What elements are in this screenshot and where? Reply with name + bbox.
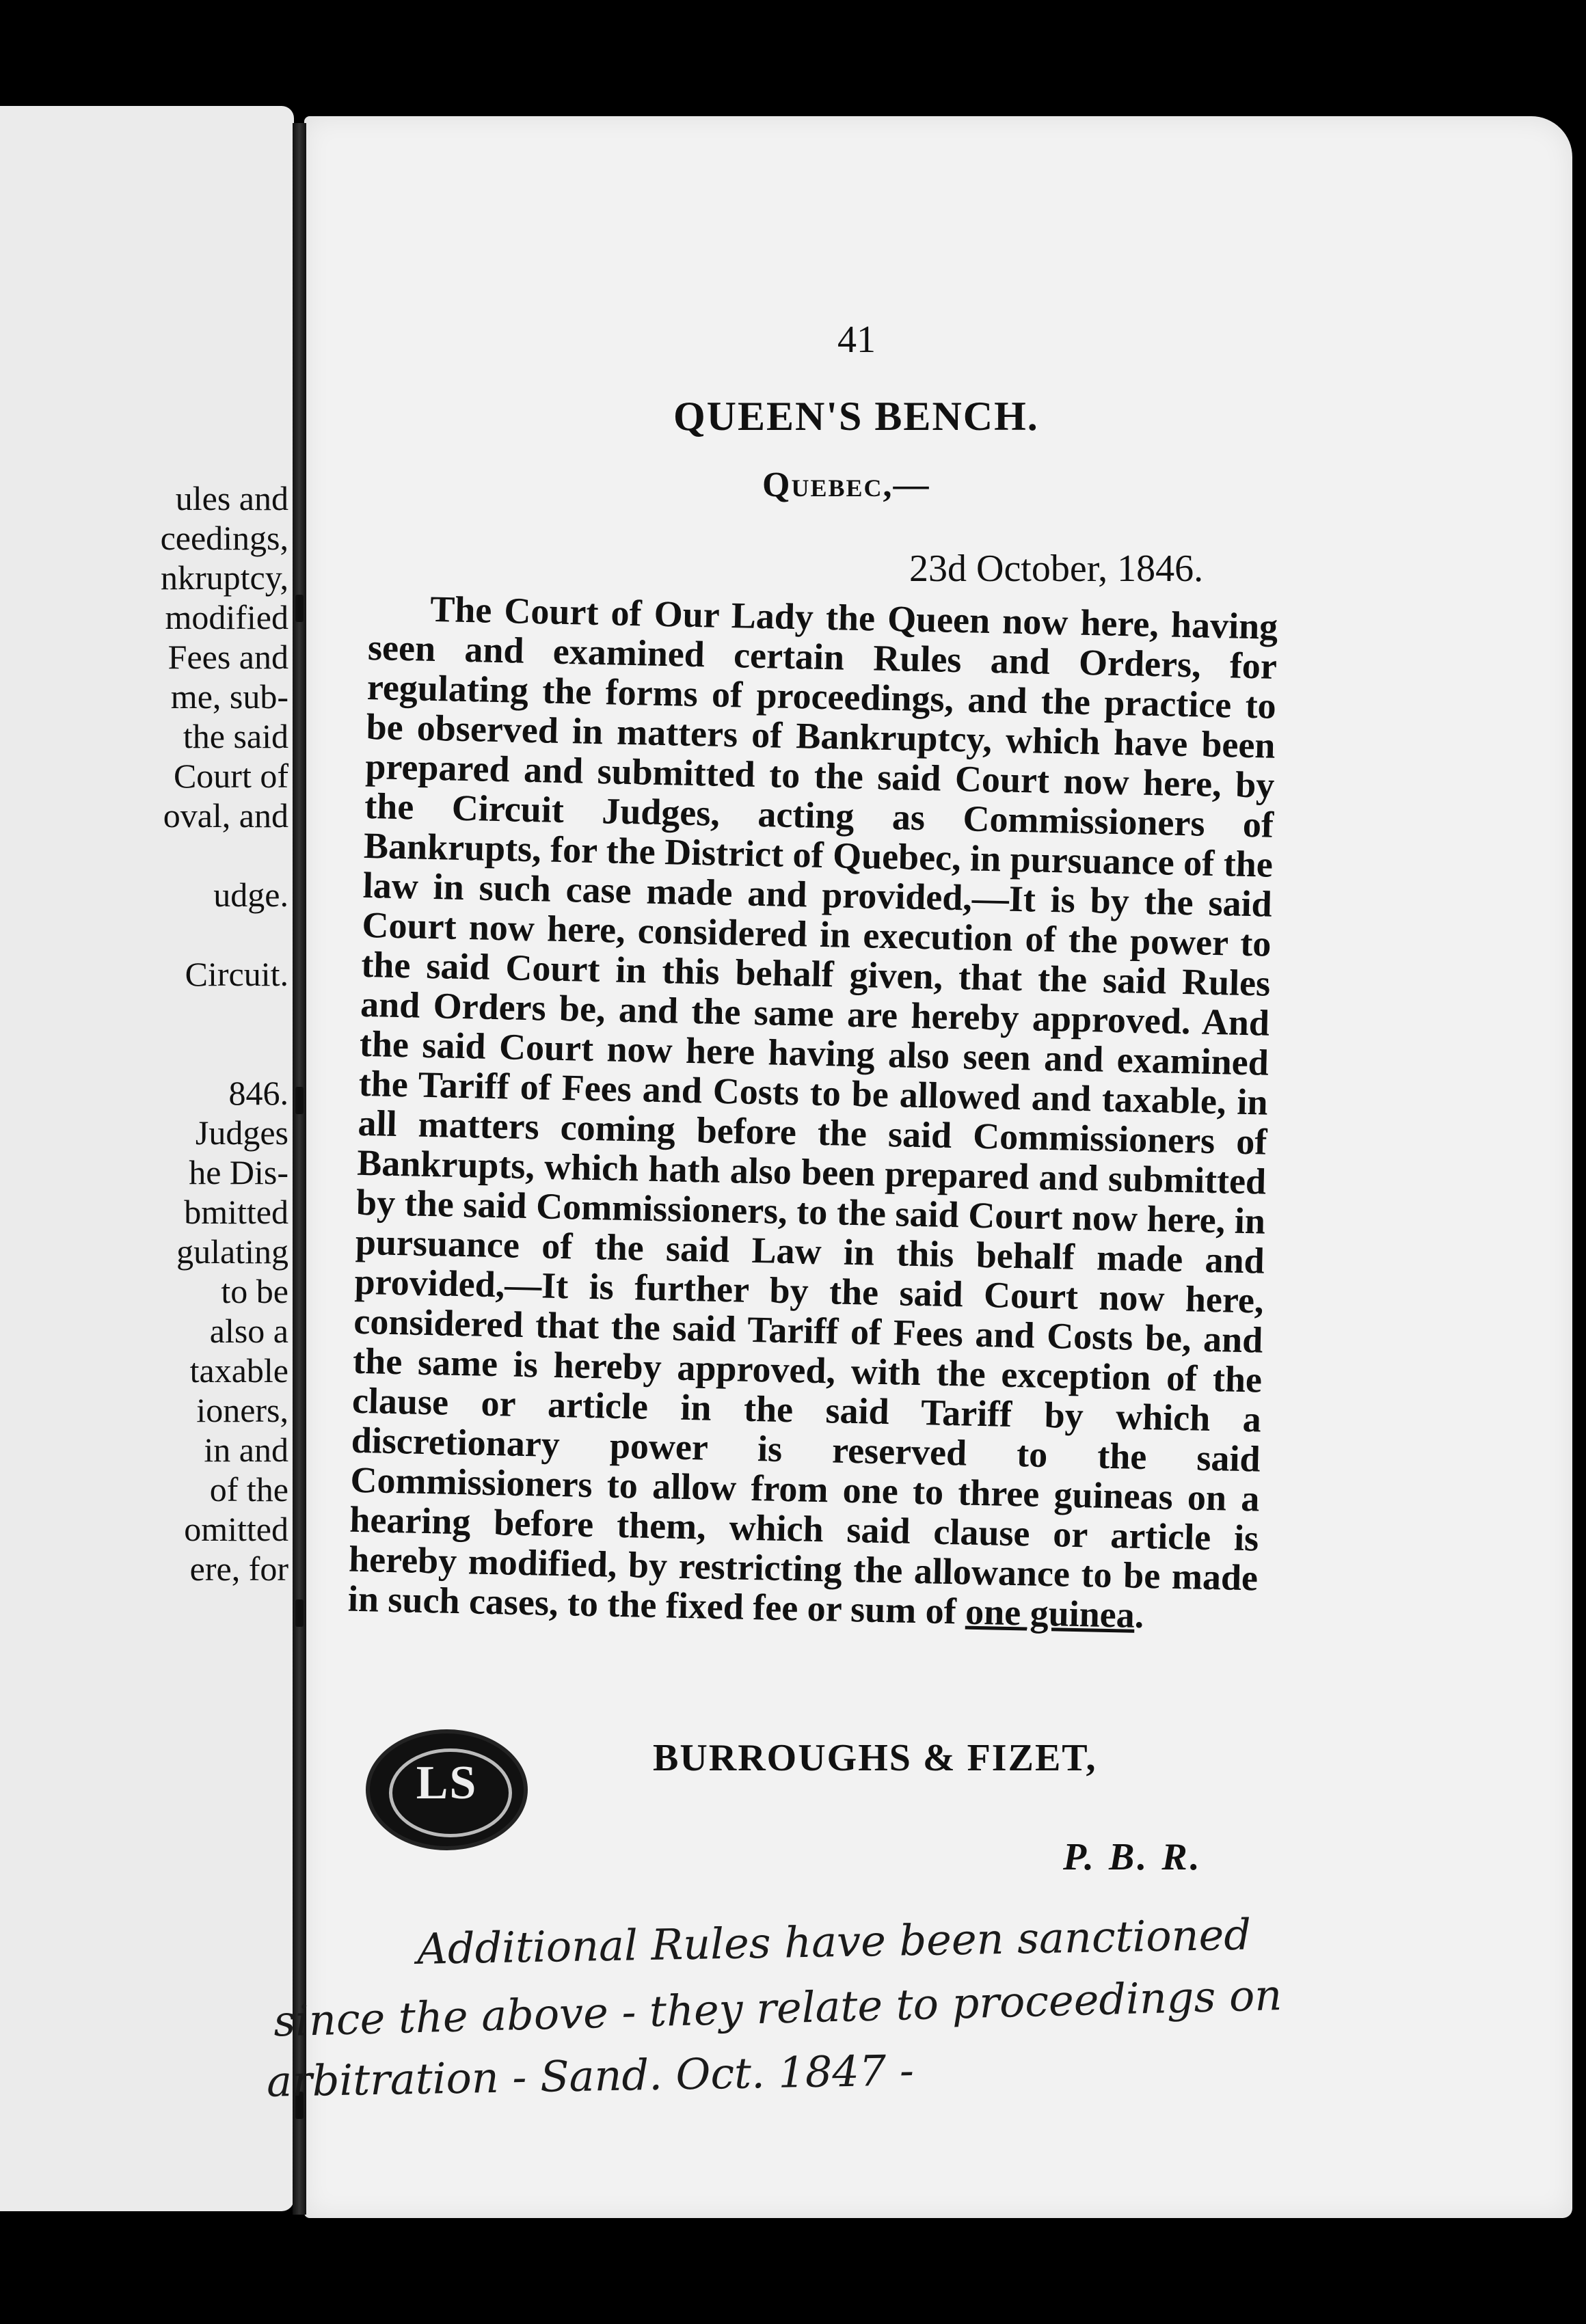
left-line: taxable <box>189 1351 288 1390</box>
left-line: gulating <box>176 1232 288 1271</box>
left-page-text <box>161 478 288 1589</box>
left-line: also a <box>209 1312 288 1350</box>
left-page <box>0 106 294 2211</box>
left-line: udge. <box>213 876 288 914</box>
binding-stitch <box>295 595 304 622</box>
handwritten-line: arbitration - Sand. Oct. 1847 - <box>266 2045 915 2107</box>
left-line: bmitted <box>184 1193 288 1231</box>
left-line: ere, for <box>189 1550 288 1588</box>
left-line: modified <box>165 598 288 636</box>
seal-letters: LS <box>416 1757 478 1809</box>
left-line: ioners, <box>196 1391 288 1429</box>
left-line: he Dis- <box>189 1153 288 1191</box>
left-line: me, sub- <box>170 677 288 716</box>
body-text-main: The Court of Our Lady the Queen now here, having seen and examined certain Rules and Orders, for regulating the forms of proceedings, and the practice to be observed in matters of Bankruptcy, which have been prepared and submitted to the said Court now here, by the Circuit Judges, acting as Commissioners of Bankrupts, for the District of Quebec, in pursuance of the law in such case made and provided,—It is by the said Court now here, considered in execution of the power to the said Court in this behalf given, that the said Rules and Orders be, and the same are hereby approved. And the said Court now here having also seen and examined the Tariff of Fees and Costs to be allowed and taxable, in all matters coming before the said Commissioners of Bankrupts, which hath also been prepared and submitted by the said Commissioners, to the said Court now here, in pursuance of the said Law in this behalf made and provided,—It is further by the said Court now here, considered that the said Tariff of Fees and Costs be, and the same is hereby approved, with the exception of the clause or article in the said Tariff by which a discretionary power is reserved to the said Commissioners to allow from one to three guineas on a hearing before them, which said clause or article is hereby modified, by restricting the allowance to be made in such cases, to the fixed fee or sum of <box>347 588 1278 1632</box>
place-line: Quebec,— <box>762 465 930 504</box>
left-line: ceedings, <box>160 519 288 557</box>
seal-stamp <box>366 1729 528 1850</box>
left-line: to be <box>221 1272 288 1310</box>
signature-initials: P. B. R. <box>1063 1836 1202 1878</box>
date-line: 23d October, 1846. <box>909 548 1204 590</box>
left-line: Judges <box>195 1113 288 1152</box>
handwritten-line: since the above - they relate to proceedings on <box>273 1969 1283 2046</box>
left-line: 846. <box>228 1074 288 1112</box>
handwritten-note <box>266 1907 1504 2107</box>
left-line: Circuit. <box>185 955 288 993</box>
left-line: of the <box>209 1470 288 1509</box>
left-line: in and <box>204 1431 288 1469</box>
book-spine <box>293 123 306 2215</box>
body-underlined-phrase: one guinea <box>965 1591 1135 1636</box>
left-line: Court of <box>173 757 288 795</box>
signature-name: BURROUGHS & FIZET, <box>653 1737 1097 1779</box>
left-line: ules and <box>175 479 288 517</box>
binding-stitch <box>295 1599 304 1627</box>
body-text-end: . <box>1134 1594 1144 1636</box>
page-heading: QUEEN'S BENCH. <box>673 394 1039 439</box>
left-line: nkruptcy, <box>161 558 288 597</box>
left-line: omitted <box>184 1510 288 1548</box>
page-number: 41 <box>837 319 876 361</box>
body-paragraph <box>347 588 1278 1638</box>
left-line: the said <box>183 717 288 755</box>
left-line: Fees and <box>167 638 288 676</box>
handwritten-line: Additional Rules have been sanctioned <box>416 1909 1252 1974</box>
left-line: oval, and <box>163 796 288 835</box>
binding-stitch <box>295 1087 304 1114</box>
